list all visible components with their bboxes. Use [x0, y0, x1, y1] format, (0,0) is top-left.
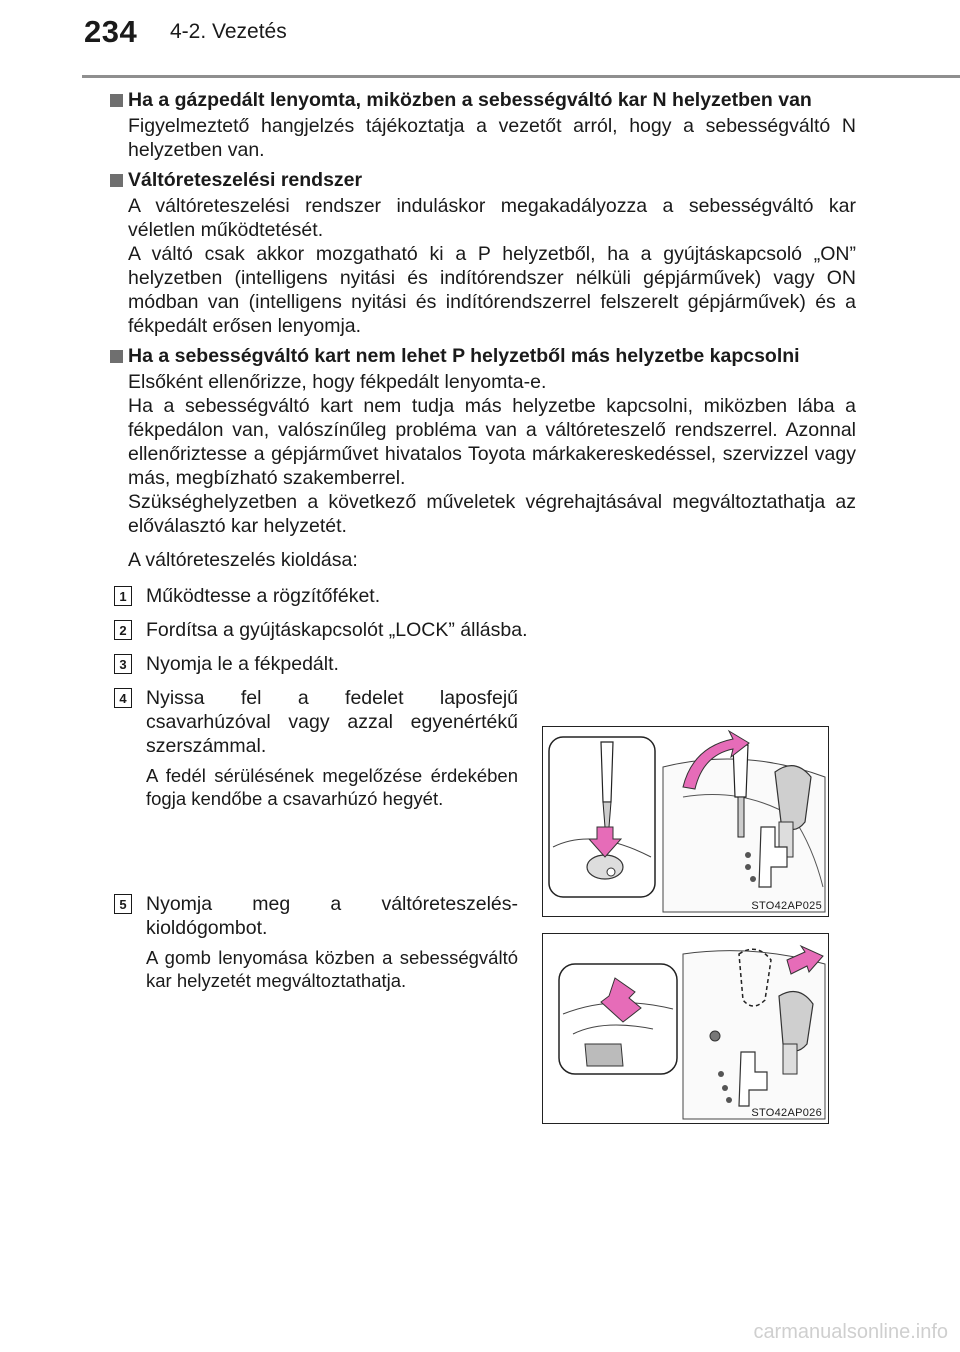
section-shift-lock — [108, 168, 856, 338]
paragraph: A váltó csak akkor mozgatható ki a P helyzetből, ha a gyújtáskapcsoló „ON” helyzetben (intelligens nyitási és indítórendszer nélküli gépjárművek) vagy ON módban van (intelligens nyitási és indítórendszerrel felszerelt gépjárművek) és a fékpedált erősen lenyomja. — [128, 243, 856, 337]
step-number: 1 — [114, 586, 132, 606]
figure-code: STO42AP025 — [751, 900, 822, 912]
screwdriver-cover-illustration — [543, 727, 828, 916]
section-heading: Ha a gázpedált lenyomta, miközben a sebességváltó kar N helyzetben van — [108, 88, 856, 112]
step-text: Nyomja le a fékpedált. — [146, 653, 339, 675]
sub-paragraph: A váltóreteszelés kioldása: — [128, 549, 358, 571]
paragraph: Elsőként ellenőrizze, hogy fékpedált lenyomta-e. — [128, 371, 547, 393]
section-heading: Ha a sebességváltó kart nem lehet P helyzetből más helyzetbe kapcsolni — [108, 344, 856, 368]
step-text: Nyissa fel a fedelet laposfejű csavarhúzóval vagy azzal egyenértékű szerszámmal. — [146, 687, 518, 757]
paragraph: A váltóreteszelési rendszer induláskor megakadályozza a sebességváltó kar véletlen működtetését. — [128, 195, 856, 241]
section-heading: Váltóreteszelési rendszer — [108, 168, 856, 192]
header-divider — [82, 75, 960, 78]
step-number: 5 — [114, 894, 132, 914]
paragraph: Ha a sebességváltó kart nem tudja más helyzetbe kapcsolni, miközben lába a fékpedálon van, valószínűleg probléma van a váltóreteszelő rendszerrel. Azonnal ellenőriztesse a gépjárművet hivatalos Toyota márkakereskedéssel, szervizzel vagy más, megbízható szakemberrel. — [128, 395, 856, 489]
footer-watermark: carmanualsonline.info — [753, 1321, 948, 1343]
paragraph: Figyelmeztető hangjelzés tájékoztatja a vezetőt arról, hogy a sebességváltó N helyzetben van. — [128, 115, 856, 161]
figure-open-cover — [542, 726, 829, 917]
section-title: 4-2. Vezetés — [170, 20, 287, 43]
release-button-illustration — [543, 934, 828, 1123]
square-bullet-icon — [110, 94, 123, 107]
page-header — [0, 0, 960, 80]
step-5 — [108, 892, 518, 992]
step-number: 2 — [114, 620, 132, 640]
step-text: Működtesse a rögzítőféket. — [146, 585, 381, 607]
step-number: 4 — [114, 688, 132, 708]
square-bullet-icon — [110, 174, 123, 187]
step-2 — [108, 618, 856, 642]
paragraph: Szükséghelyzetben a következő műveletek végrehajtásával megváltoztathatja az előválasztó kar helyzetét. — [128, 491, 856, 537]
step-number: 3 — [114, 654, 132, 674]
step-1 — [108, 584, 856, 608]
step-note: A gomb lenyomása közben a sebességváltó kar helyzetét megváltoztathatja. — [146, 947, 518, 991]
square-bullet-icon — [110, 350, 123, 363]
step-4 — [108, 686, 518, 882]
step-text: Nyomja meg a váltóreteszelés-kioldógombot. — [146, 893, 518, 939]
figure-code: STO42AP026 — [751, 1107, 822, 1119]
step-note: A fedél sérülésének megelőzése érdekében fogja kendőbe a csavarhúzó hegyét. — [146, 765, 518, 809]
section-neutral-warning — [108, 88, 856, 162]
step-text: Fordítsa a gyújtáskapcsolót „LOCK” állásba. — [146, 619, 528, 641]
step-3 — [108, 652, 856, 676]
figure-release-button — [542, 933, 829, 1124]
page-number: 234 — [84, 14, 138, 49]
section-cannot-shift — [108, 344, 856, 572]
